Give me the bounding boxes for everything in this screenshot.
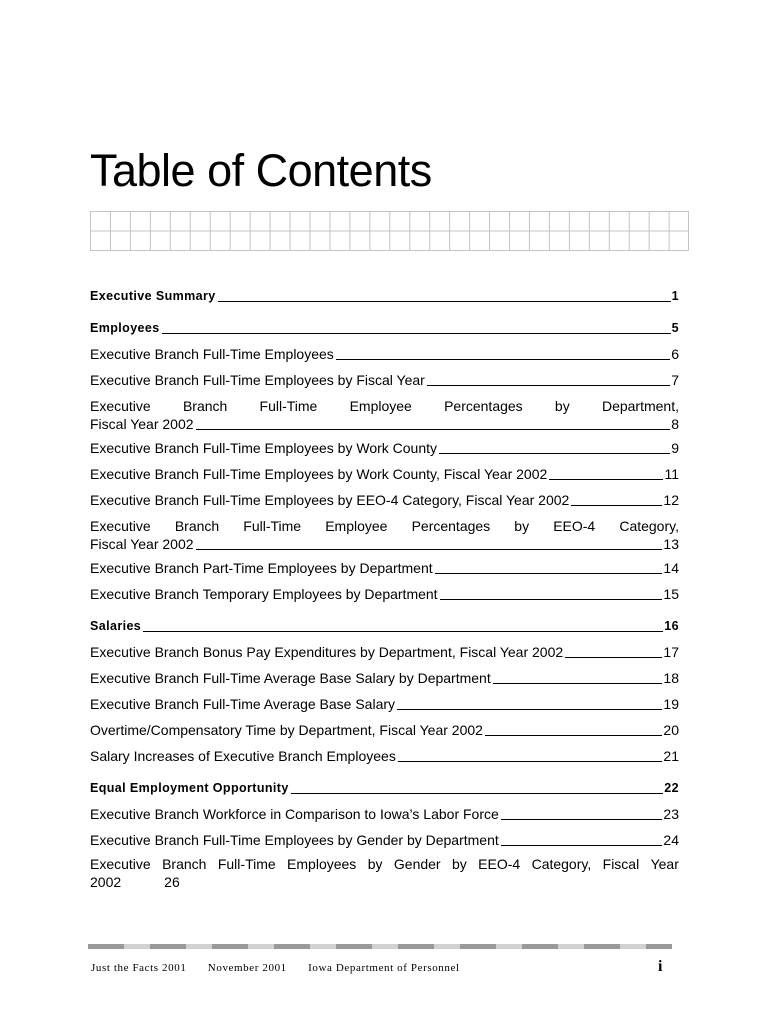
toc-entry[interactable] (90, 805, 679, 823)
toc-entry[interactable] (90, 439, 679, 457)
toc-entry-page: 19 (663, 696, 679, 712)
toc-entry-page: 7 (671, 372, 679, 388)
toc-entry-word: EEO-4 (553, 518, 596, 534)
toc-entry[interactable] (90, 695, 679, 713)
toc-entry-page: 12 (663, 492, 679, 508)
toc-entry-page: 24 (663, 832, 679, 848)
toc-entry[interactable] (90, 617, 679, 635)
toc-entry-word: by (514, 518, 530, 534)
toc-leader (397, 709, 662, 710)
toc-entry-word: Full-Time (243, 518, 302, 534)
toc-leader (196, 429, 671, 430)
toc-leader (440, 599, 663, 600)
toc-entry-title-cont: Fiscal Year 2002 (90, 416, 194, 432)
toc-entry[interactable] (90, 585, 679, 603)
toc-entry-word: Category, (619, 518, 679, 534)
toc-entry-title: Executive Branch Full-Time Employees by Fiscal Year (90, 372, 425, 388)
toc-entry-word: Percentages (444, 398, 523, 414)
toc-entry-title-cont: Fiscal Year 2002 (90, 536, 194, 552)
toc-entry-title: Executive Branch Temporary Employees by Department (90, 586, 438, 602)
toc-entry-title: Executive Branch Full-Time Employees (90, 346, 334, 362)
toc-entry-word: Full-Time (217, 856, 276, 872)
toc-entry-word: Branch (174, 518, 220, 534)
toc-entry-continuation (90, 873, 679, 891)
toc-entry[interactable] (90, 721, 679, 739)
toc-entry-page: 18 (663, 670, 679, 686)
toc-entry-word: Employee (325, 518, 388, 534)
toc-entry[interactable] (90, 287, 679, 305)
toc-entry-page: 11 (664, 466, 679, 482)
toc-entry-word: EEO-4 (478, 856, 521, 872)
toc-leader (501, 845, 663, 846)
toc-entry-word: Department, (601, 398, 679, 414)
toc-entry-word: Category, (531, 856, 592, 872)
toc-entry[interactable] (90, 491, 679, 509)
toc-leader (571, 505, 662, 506)
toc-entry[interactable] (90, 669, 679, 687)
toc-entry-title: Executive Branch Full-Time Average Base Salary by Department (90, 670, 491, 686)
toc-entry-word: Executive (90, 856, 151, 872)
toc-entry-title-line (90, 855, 679, 873)
toc-entry-title-line (90, 517, 679, 535)
toc-entry-title-cont: 2002 (90, 874, 122, 890)
toc-entry-title: Executive Branch Full-Time Employees by Gender by Department (90, 832, 499, 848)
toc-leader (143, 631, 663, 632)
toc-leader (439, 453, 670, 454)
toc-entry-word: Fiscal (602, 856, 640, 872)
toc-entry[interactable] (90, 319, 679, 337)
toc-leader (218, 301, 671, 302)
toc-entry-word: Full-Time (259, 398, 318, 414)
toc-entry-page: 21 (663, 748, 679, 764)
toc-entry[interactable] (90, 345, 679, 363)
toc-entry-word: by (554, 398, 570, 414)
toc-entry-page: 16 (664, 619, 679, 633)
toc-entry-title: Overtime/Compensatory Time by Department, Fiscal Year 2002 (90, 722, 483, 738)
toc-entry-page: 14 (663, 560, 679, 576)
toc-leader (501, 819, 663, 820)
toc-entry-page: 15 (663, 586, 679, 602)
footer-publication: Just the Facts 2001 (91, 962, 187, 974)
page-title: Table of Contents (90, 145, 432, 196)
toc-entry-page: 17 (663, 644, 679, 660)
toc-entry-page: 23 (663, 806, 679, 822)
toc-section-title: Equal Employment Opportunity (90, 781, 289, 795)
toc-entry-page: 13 (663, 536, 679, 552)
toc-entry-title-line (90, 397, 679, 415)
toc-entry-page: 9 (671, 440, 679, 456)
toc-entry-word: by (451, 856, 467, 872)
toc-entry[interactable] (90, 465, 679, 483)
toc-entry-page: 20 (663, 722, 679, 738)
toc-section-title: Salaries (90, 619, 142, 633)
toc-leader (435, 573, 663, 574)
toc-entry[interactable] (90, 397, 679, 433)
toc-entry-continuation (90, 415, 679, 433)
toc-entry-word: Branch (182, 398, 228, 414)
toc-entry-word: Executive (90, 518, 151, 534)
toc-entry-title: Executive Branch Full-Time Employees by EEO-4 Category, Fiscal Year 2002 (90, 492, 570, 508)
toc-entry-continuation (90, 535, 679, 553)
toc-entry-page: 5 (671, 321, 679, 335)
toc-leader (398, 761, 663, 762)
toc-leader (493, 683, 663, 684)
toc-entry-word: Year (650, 856, 679, 872)
toc-entry[interactable] (90, 779, 679, 797)
toc-entry-word: by (367, 856, 383, 872)
footer-department: Iowa Department of Personnel (308, 962, 460, 974)
toc-entry-title: Executive Branch Bonus Pay Expenditures by Department, Fiscal Year 2002 (90, 644, 564, 660)
toc-section-title: Executive Summary (90, 289, 216, 303)
toc-entry[interactable] (90, 747, 679, 765)
toc-leader (565, 657, 662, 658)
toc-entry-word: Branch (162, 856, 207, 872)
toc-entry-word: Employee (349, 398, 412, 414)
toc-leader (427, 385, 670, 386)
toc-entry[interactable] (90, 643, 679, 661)
toc-entry[interactable] (90, 831, 679, 849)
toc-entry-word: Executive (90, 398, 151, 414)
toc-entry-word: Employees (287, 856, 357, 872)
toc-entry-title: Salary Increases of Executive Branch Employees (90, 748, 396, 764)
toc-section-title: Employees (90, 321, 160, 335)
toc-entry[interactable] (90, 517, 679, 553)
page-number: i (657, 958, 663, 975)
toc-entry-title: Executive Branch Full-Time Average Base Salary (90, 696, 396, 712)
toc-entry-page: 1 (671, 289, 679, 303)
toc-entry-page: 8 (671, 416, 679, 432)
toc-leader (196, 549, 663, 550)
toc-entry-title: Executive Branch Part-Time Employees by Department (90, 560, 433, 576)
toc-entry-page: 6 (671, 346, 679, 362)
toc-entry[interactable] (90, 559, 679, 577)
toc-entry-title: Executive Branch Full-Time Employees by Work County (90, 440, 438, 456)
toc-entry-page: 26 (164, 874, 180, 890)
toc-entry-page: 22 (664, 781, 679, 795)
toc-entry-word: Percentages (411, 518, 491, 534)
decorative-grid (90, 211, 689, 251)
toc-leader (162, 333, 671, 334)
toc-leader (485, 735, 662, 736)
toc-leader (336, 359, 670, 360)
toc-entry-word: Gender (393, 856, 441, 872)
toc-entry-title: Executive Branch Full-Time Employees by Work County, Fiscal Year 2002 (90, 466, 548, 482)
toc-leader (291, 793, 664, 794)
toc-leader (549, 479, 663, 480)
toc-entry[interactable] (90, 371, 679, 389)
footer (91, 958, 669, 975)
toc-entry[interactable] (90, 855, 679, 891)
footer-date: November 2001 (207, 962, 287, 974)
footer-divider (88, 944, 672, 949)
toc-entry-title: Executive Branch Workforce in Comparison to Iowa’s Labor Force (90, 806, 499, 822)
